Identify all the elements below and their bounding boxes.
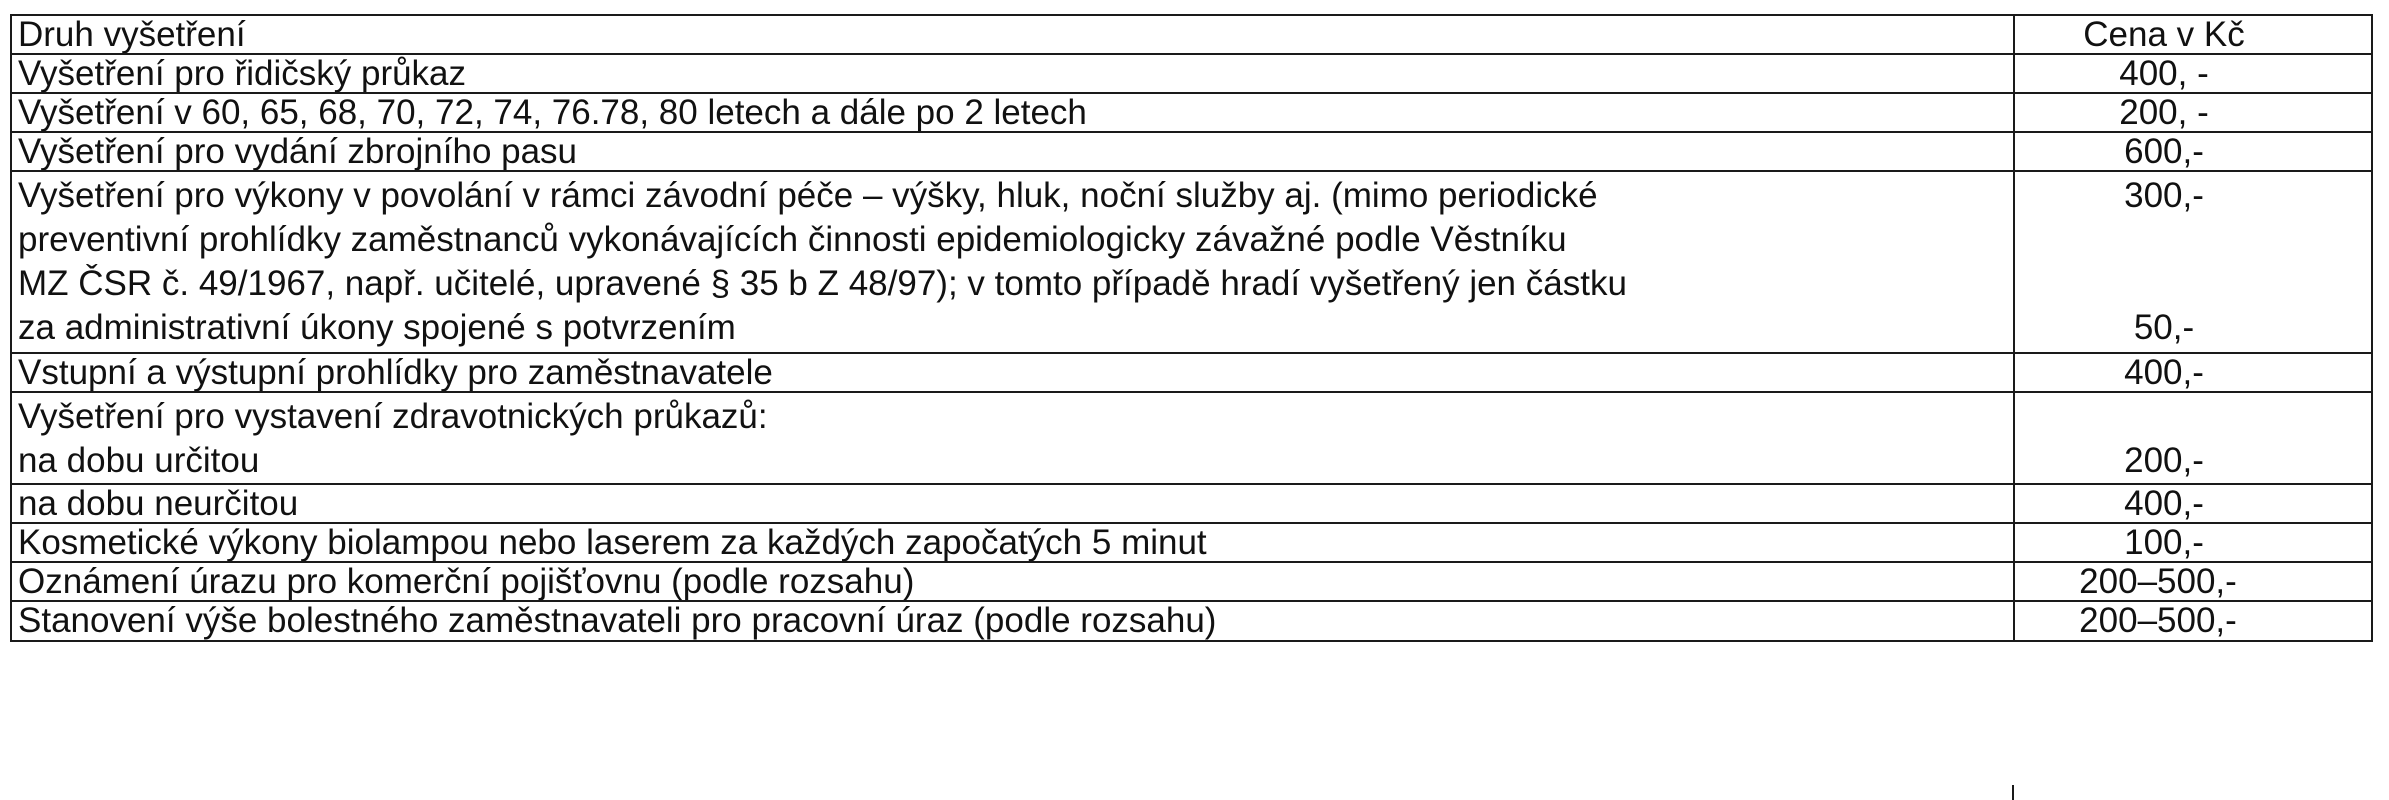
row-price: 400, - — [2014, 54, 2372, 93]
table-row — [11, 484, 2372, 523]
table-row — [11, 93, 2372, 132]
row-label-line: MZ ČSR č. 49/1967, např. učitelé, upravené § 35 b Z 48/97); v tomto případě hradí vyšetřený jen částku — [18, 264, 1627, 303]
row-price-top: 300,- — [2124, 176, 2204, 215]
price-spacer — [2015, 218, 2313, 306]
row-label-line: Vyšetření pro výkony v povolání v rámci závodní péče – výšky, hluk, noční služby aj. (mimo periodické — [18, 176, 1598, 215]
row-label: Kosmetické výkony biolampou nebo laserem za každých započatých 5 minut — [11, 523, 2014, 562]
table-row — [11, 353, 2372, 392]
table-row — [11, 171, 2372, 353]
row-label: na dobu neurčitou — [11, 484, 2014, 523]
price-table — [10, 14, 2373, 642]
table-row — [11, 562, 2372, 601]
table-row — [11, 54, 2372, 93]
row-label-line: preventivní prohlídky zaměstnanců vykonávajících činnosti epidemiologicky závažné podle Věstníku — [18, 220, 1567, 259]
row-price: 400,- — [2014, 484, 2372, 523]
row-label-line: Vyšetření pro vystavení zdravotnických průkazů: — [18, 397, 768, 436]
table-row — [11, 392, 2372, 484]
row-price: 100,- — [2014, 523, 2372, 562]
row-label: Vstupní a výstupní prohlídky pro zaměstnavatele — [11, 353, 2014, 392]
row-price: 200,- — [2124, 441, 2204, 480]
price-spacer — [2015, 395, 2313, 439]
header-exam-type: Druh vyšetření — [11, 15, 2014, 54]
row-price-bottom: 50,- — [2133, 308, 2195, 347]
row-price: 400,- — [2014, 353, 2372, 392]
row-label-line: na dobu určitou — [18, 441, 260, 480]
header-price: Cena v Kč — [2014, 15, 2372, 54]
row-price: 200–500,- — [2014, 601, 2372, 641]
table-row — [11, 132, 2372, 171]
row-label-multiline — [11, 171, 2014, 353]
row-label: Vyšetření v 60, 65, 68, 70, 72, 74, 76.78, 80 letech a dále po 2 letech — [11, 93, 2014, 132]
row-price: 200–500,- — [2014, 562, 2372, 601]
row-label: Vyšetření pro řidičský průkaz — [11, 54, 2014, 93]
table-header-row — [11, 15, 2372, 54]
row-label: Oznámení úrazu pro komerční pojišťovnu (podle rozsahu) — [11, 562, 2014, 601]
row-label: Vyšetření pro vydání zbrojního pasu — [11, 132, 2014, 171]
row-price: 200, - — [2014, 93, 2372, 132]
row-price-multiline — [2014, 171, 2372, 353]
table-row — [11, 601, 2372, 641]
row-label-line: za administrativní úkony spojené s potvrzením — [18, 308, 736, 347]
row-price: 600,- — [2014, 132, 2372, 171]
row-label-multiline — [11, 392, 2014, 484]
row-price-multiline — [2014, 392, 2372, 484]
table-row — [11, 523, 2372, 562]
row-label: Stanovení výše bolestného zaměstnavateli pro pracovní úraz (podle rozsahu) — [11, 601, 2014, 641]
table-column-divider-stub — [2012, 785, 2014, 800]
